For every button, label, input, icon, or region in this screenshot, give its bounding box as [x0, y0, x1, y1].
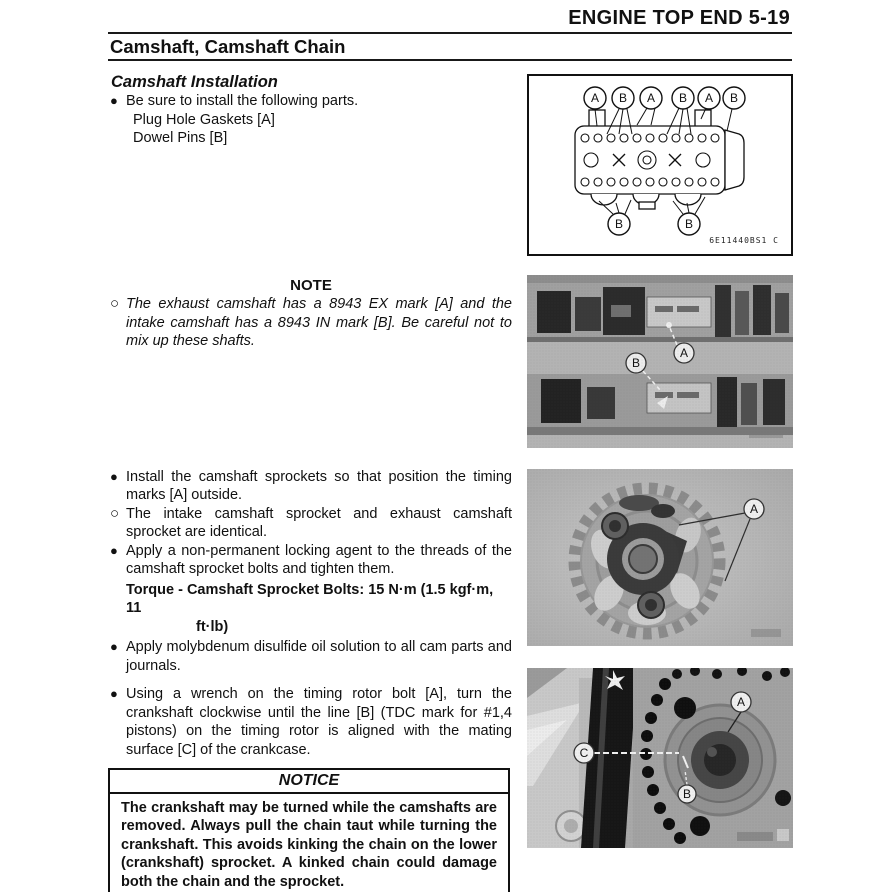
- figure-timing-rotor-photo: [527, 668, 793, 848]
- step-text: Apply molybdenum disulfide oil solution to all cam parts and journals.: [126, 639, 512, 674]
- bullet-icon: ●: [110, 542, 118, 558]
- section-title: Camshaft, Camshaft Chain: [110, 36, 346, 57]
- svg-text:C: C: [579, 746, 589, 760]
- note-text: The exhaust camshaft has a 8943 EX mark [A] and the intake camshaft has a 8943 IN mark [B]. Be careful not to mix up these shafts.: [126, 296, 512, 349]
- callout-a1: [584, 87, 606, 109]
- svg-text:B: B: [682, 787, 692, 801]
- section-rule: [108, 59, 792, 61]
- svg-text:A: A: [679, 346, 689, 360]
- callout-b3: [723, 87, 745, 109]
- header-rule: [108, 32, 792, 34]
- part-plug-hole-gaskets: Plug Hole Gaskets [A]: [133, 111, 275, 128]
- svg-text:B: B: [729, 91, 739, 105]
- svg-text:B: B: [678, 91, 688, 105]
- head-outline: [575, 110, 744, 209]
- svg-text:A: A: [704, 91, 714, 105]
- step-locking-agent: [110, 542, 512, 579]
- note-paragraph: [110, 295, 512, 351]
- subsection-title: Camshaft Installation: [111, 73, 278, 91]
- step-text: Be sure to install the following parts.: [126, 93, 359, 109]
- svg-text:A: A: [749, 502, 759, 516]
- torque-line2: ft·lb): [196, 618, 229, 635]
- callout-b4: [608, 213, 630, 235]
- step-text: Apply a non-permanent locking agent to the threads of the camshaft sprocket bolts and tighten them.: [126, 542, 512, 577]
- callout-b5: [678, 213, 700, 235]
- bullet-icon: ●: [110, 468, 118, 484]
- notice-box: [108, 768, 510, 892]
- step-apply-moly: [110, 638, 512, 675]
- svg-text:A: A: [646, 91, 656, 105]
- svg-text:A: A: [736, 695, 746, 709]
- callout-b1: [612, 87, 634, 109]
- callout-b2: [672, 87, 694, 109]
- halftone-overlay: [527, 275, 793, 448]
- step-install-parts: [110, 92, 512, 111]
- svg-text:B: B: [614, 217, 624, 231]
- text-column: [110, 70, 512, 892]
- step-text: Using a wrench on the timing rotor bolt [A], turn the crankshaft clockwise until the line [B] (TDC mark for #1,4 pistons) on the timing rotor is aligned with the mating surface [C] of the crankcase.: [126, 686, 512, 758]
- circle-bullet-icon: ○: [110, 295, 120, 312]
- notice-text: The crankshaft may be turned while the camshafts are removed. Always pull the chain taut while turning the crankshaft. This avoids kinking the chain on the lower (crankshaft) sprocket. A kinked chain could damage both the chain and the sprocket.: [121, 799, 497, 890]
- svg-text:B: B: [631, 356, 641, 370]
- remark-identical-sprockets: [110, 505, 512, 542]
- callout-a3: [698, 87, 720, 109]
- bullet-icon: ●: [110, 639, 118, 654]
- circle-bullet-icon: ○: [110, 504, 120, 522]
- bullet-icon: ●: [110, 686, 118, 701]
- torque-line1: Torque - Camshaft Sprocket Bolts: 15 N·m (1.5 kgf·m, 11: [126, 581, 494, 616]
- torque-spec: [110, 581, 512, 637]
- step-install-sprockets: [110, 468, 512, 505]
- halftone-overlay: [527, 469, 793, 646]
- halftone-overlay: [527, 668, 793, 848]
- note-title: NOTE: [290, 276, 332, 294]
- svg-text:B: B: [684, 217, 694, 231]
- callout-a2: [640, 87, 662, 109]
- figure-sprocket-photo: [527, 469, 793, 646]
- bullet-icon: ●: [110, 93, 118, 108]
- part-dowel-pins: Dowel Pins [B]: [133, 130, 228, 146]
- step-text: Install the camshaft sprockets so that position the timing marks [A] outside.: [126, 468, 512, 503]
- svg-text:A: A: [590, 91, 600, 105]
- svg-text:B: B: [618, 91, 628, 105]
- figure-cylinder-head-diagram: [527, 74, 793, 256]
- page-header: ENGINE TOP END 5-19: [568, 7, 790, 29]
- step-turn-crankshaft: [110, 685, 512, 759]
- remark-text: The intake camshaft sprocket and exhaust camshaft sprocket are identical.: [126, 505, 512, 540]
- figure-camshafts-photo: [527, 275, 793, 448]
- figure-code: 6E11440BS1 C: [709, 236, 779, 245]
- notice-title: NOTICE: [110, 770, 508, 794]
